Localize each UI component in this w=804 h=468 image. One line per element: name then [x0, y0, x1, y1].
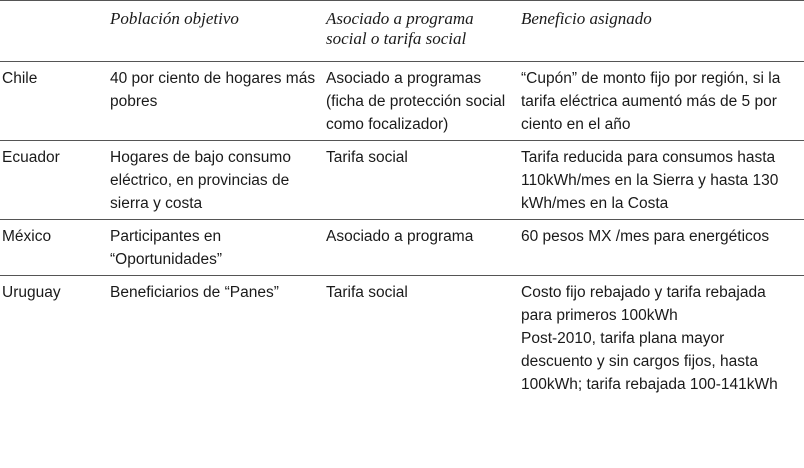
cell-associated: Asociado a programa — [322, 220, 517, 276]
cell-population: Participantes en “Oportunidades” — [106, 220, 322, 276]
header-country — [0, 1, 106, 62]
table-header — [0, 1, 804, 62]
header-row — [0, 1, 804, 62]
cell-country: Chile — [0, 62, 106, 141]
cell-population: Hogares de bajo consumo eléctrico, en provincias de sierra y costa — [106, 141, 322, 220]
cell-benefit: Tarifa reducida para consumos hasta 110kWh/mes en la Sierra y hasta 130 kWh/mes en la Costa — [517, 141, 804, 220]
cell-benefit: Costo fijo rebajado y tarifa rebajada para primeros 100kWh Post-2010, tarifa plana mayor descuento y sin cargos fijos, hasta 100kWh; tarifa rebajada 100-141kWh — [521, 284, 778, 393]
cell-benefit: 60 pesos MX /mes para energéticos — [517, 220, 804, 276]
cell-population: Beneficiarios de “Panes” — [110, 284, 279, 301]
cell-country: México — [0, 220, 106, 276]
cell-benefit: “Cupón” de monto fijo por región, si la tarifa eléctrica aumentó más de 5 por ciento en el año — [517, 62, 804, 141]
cell-country: Ecuador — [0, 141, 106, 220]
table-row — [0, 62, 804, 141]
table-row — [0, 220, 804, 276]
header-assigned-benefit: Beneficio asignado — [517, 1, 804, 62]
cell-country: Uruguay — [2, 284, 61, 301]
table-row — [0, 276, 804, 401]
table-row — [0, 141, 804, 220]
cell-associated: Tarifa social — [322, 141, 517, 220]
header-target-population: Población objetivo — [106, 1, 322, 62]
cell-associated: Tarifa social — [326, 284, 408, 301]
header-associated-program: Asociado a programa social o tarifa social — [322, 1, 517, 62]
table-body — [0, 62, 804, 401]
cell-associated: Asociado a programas (ficha de protección social como focalizador) — [322, 62, 517, 141]
cell-population: 40 por ciento de hogares más pobres — [106, 62, 322, 141]
